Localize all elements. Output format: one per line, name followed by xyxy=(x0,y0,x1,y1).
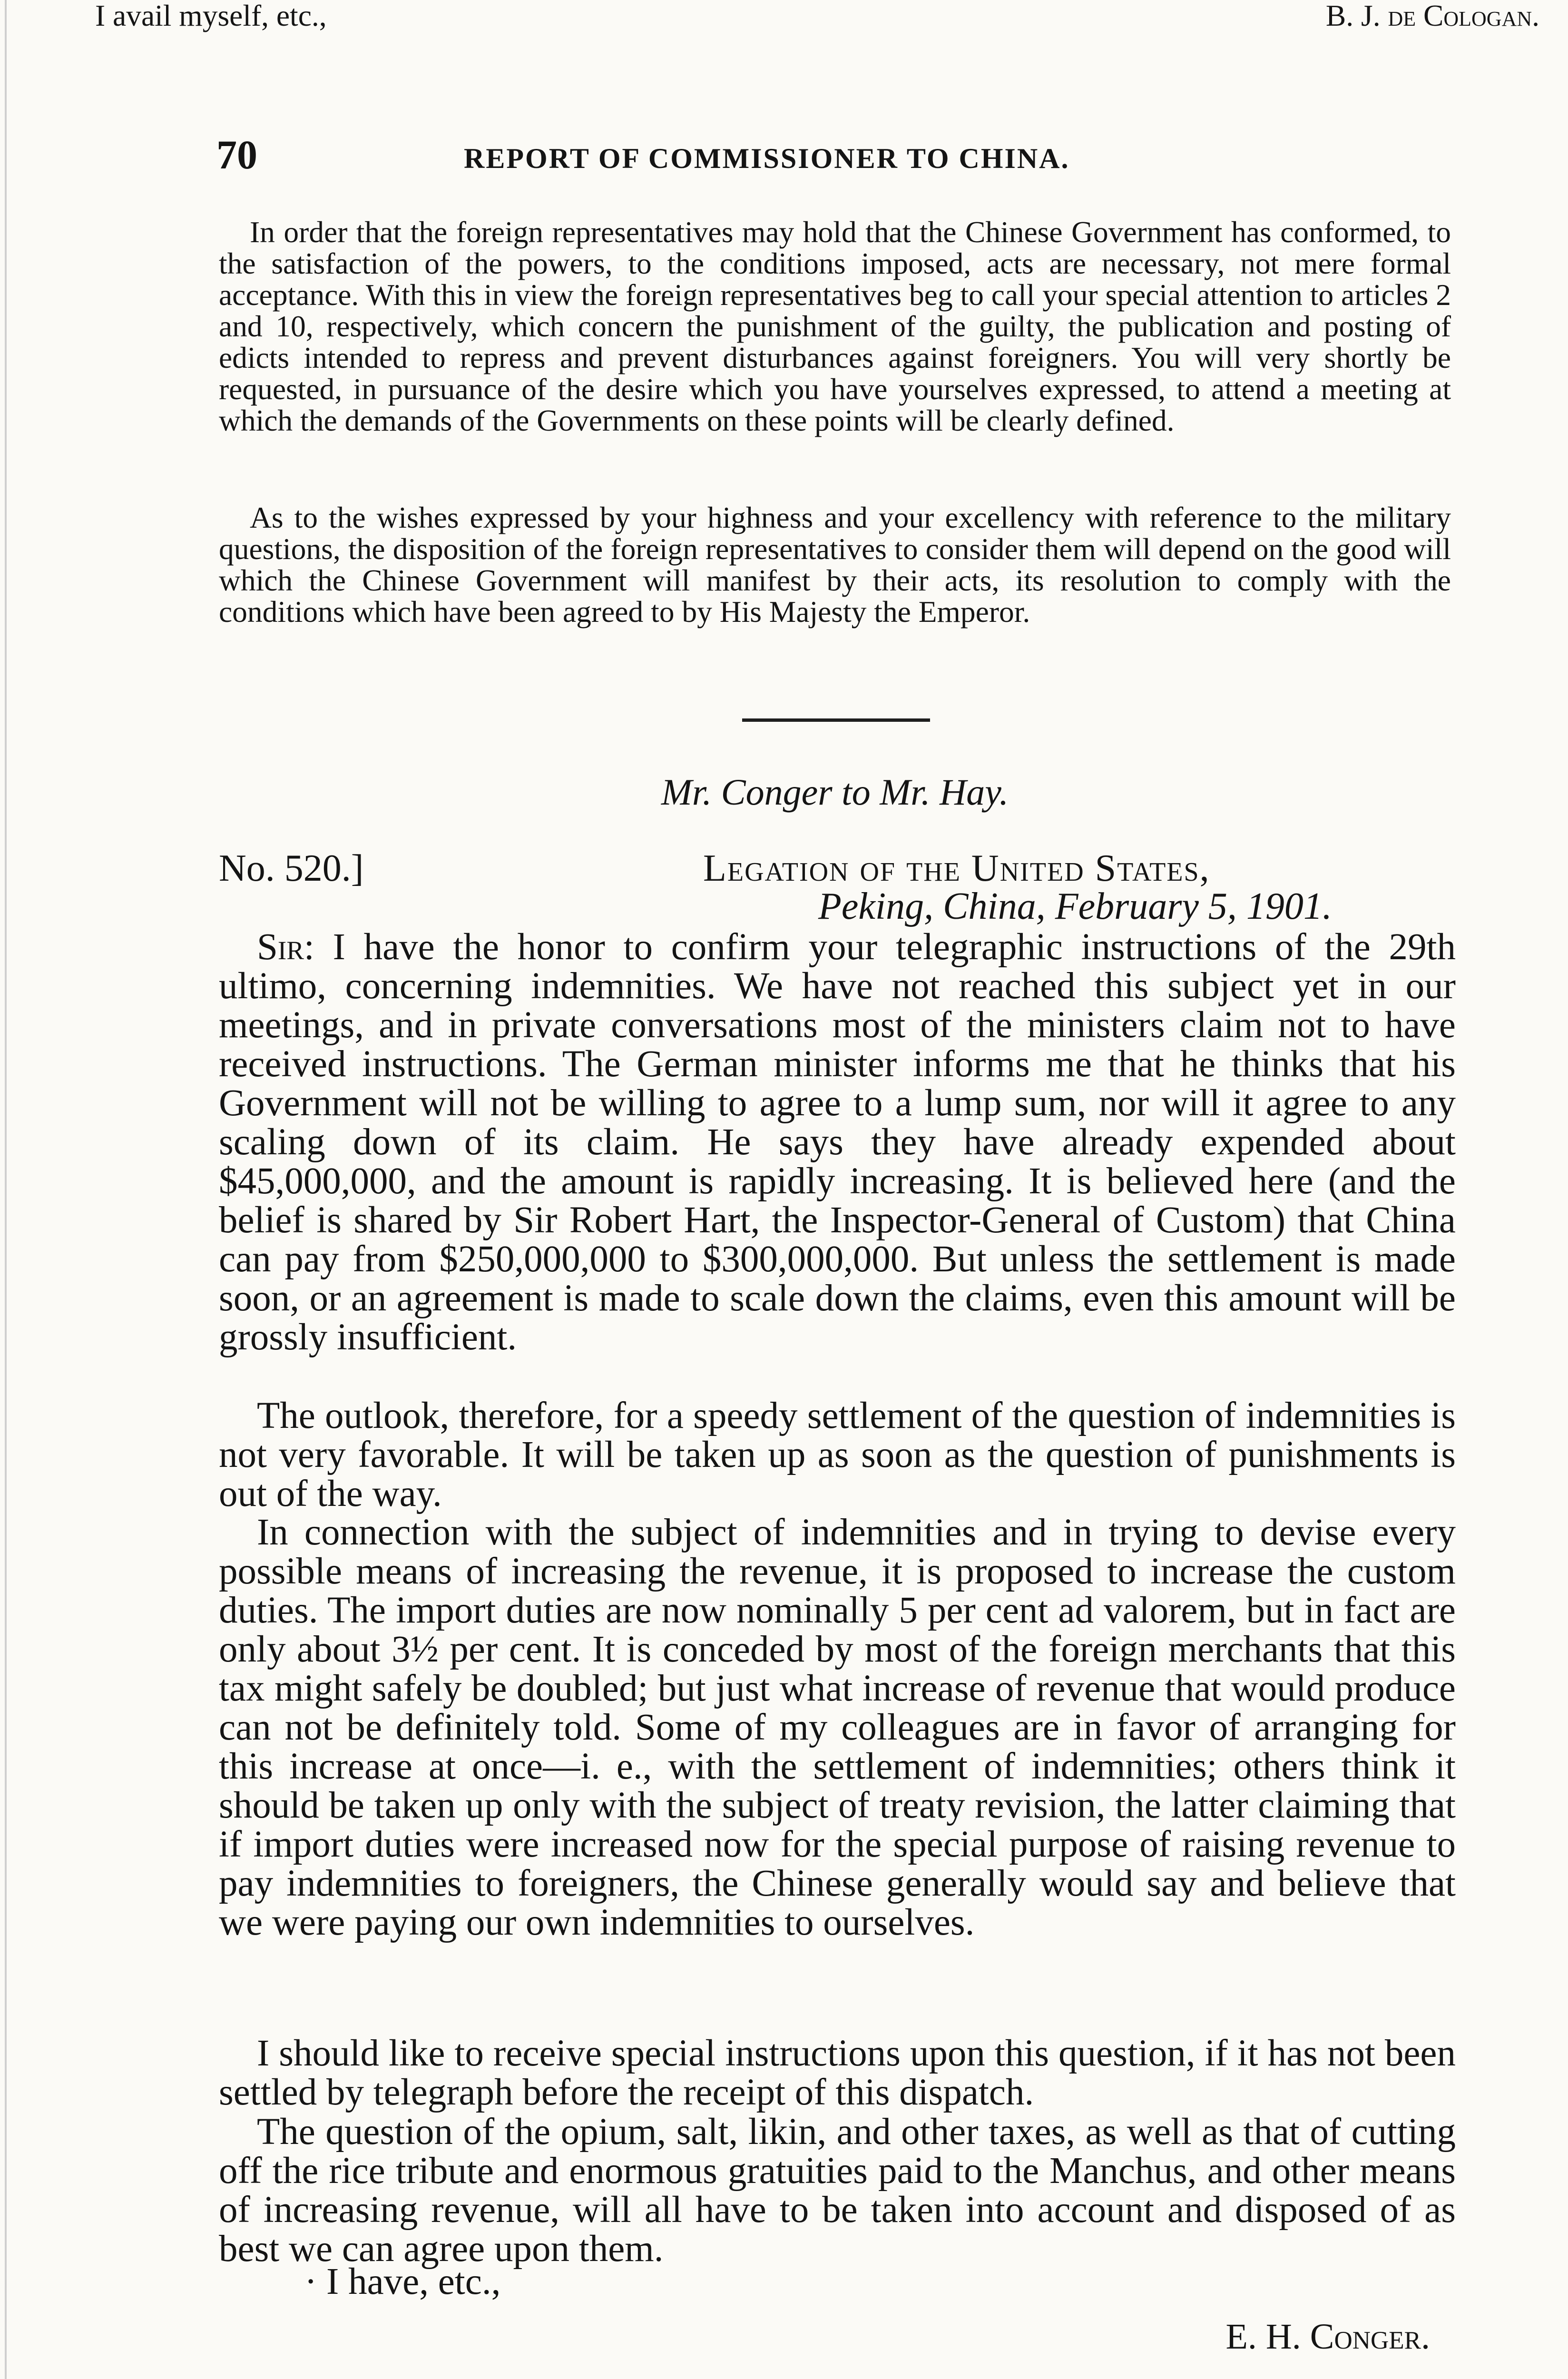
letter-paragraph: In connection with the subject of indemnities and in trying to devise every possible means of increasing the revenue, it is proposed to increase the custom duties. The import duties are now nominally 5 per cent ad valorem, but in fact are only about 3½ per cent. It is conceded by most of the foreign merchants that this tax might safely be doubled; but just what increase of revenue that would produce can not be definitely told. Some of my colleagues are in favor of arranging for this increase at once—i. e., with the settlement of indemnities; others think it should be taken up only with the subject of treaty revision, the latter claiming that if import duties were increased now for the special purpose of raising revenue to pay indemnities to foreigners, the Chinese generally would say and believe that we were paying our own indemnities to ourselves. xyxy=(219,1512,1456,1943)
scan-edge-line xyxy=(5,0,7,2379)
page-number: 70 xyxy=(216,132,257,177)
letter-title: Mr. Conger to Mr. Hay. xyxy=(661,771,1009,813)
previous-letter-paragraph: In order that the foreign representatives may hold that the Chinese Government has conformed, to the satisfaction of the powers, to the conditions imposed, acts are necessary, not mere formal acceptance. With this in view the foreign representatives beg to call your special attention to articles 2 and 10, respectively, which concern the punishment of the guilty, the publication and posting of edicts intended to repress and prevent disturbances against foreigners. You will very shortly be requested, in pursuance of the desire which you have yourselves expressed, to attend a meeting at which the demands of the Governments on these points will be clearly defined. xyxy=(219,215,1451,437)
letter-complimentary-close: · I have, etc., xyxy=(304,2261,501,2302)
previous-letter-complimentary-close: I avail myself, etc., xyxy=(95,0,327,32)
salutation: Sir: xyxy=(257,926,314,968)
previous-letter-closing xyxy=(0,0,1539,33)
letter-signature: E. H. Conger. xyxy=(1225,2317,1430,2357)
letter-paragraph: The question of the opium, salt, likin, and other taxes, as well as that of cutting off the rice tribute and enormous gratuities paid to the Manchus, and other means of increasing revenue, will all have to be taken into account and disposed of as best we can agree upon them. xyxy=(219,2111,1456,2270)
page-header xyxy=(216,131,1463,183)
running-head: REPORT OF COMMISSIONER TO CHINA. xyxy=(464,143,1070,174)
letter-paragraph: I should like to receive special instructions upon this question, if it has not been settled by telegraph before the receipt of this dispatch. xyxy=(219,2033,1456,2113)
letter-paragraph xyxy=(219,928,1456,1357)
dispatch-number: No. 520.] xyxy=(219,847,364,889)
section-divider xyxy=(742,718,930,722)
letter-paragraph-text: I have the honor to confirm your telegraphic instructions of the 29th ultimo, concerning indemnities. We have not reached this subject yet in our meetings, and in private conversations most of the ministers claim not to have received instructions. The German minister informs me that he thinks that his Government will not be willing to agree to a lump sum, nor will it agree to any scaling down of its claim. He says they have already expended about $45,000,000, and the amount is rapidly increasing. It is believed here (and the belief is shared by Sir Robert Hart, the Inspector-General of Custom) that China can pay from $250,000,000 to $300,000,000. But unless the settlement is made soon, or an agreement is made to scale down the claims, even this amount will be grossly insufficient. xyxy=(219,926,1456,1358)
letter-paragraph: The outlook, therefore, for a speedy settlement of the question of indemnities is not very favorable. It will be taken up as soon as the question of punishments is out of the way. xyxy=(219,1395,1456,1514)
previous-letter-signature: B. J. de Cologan. xyxy=(1325,0,1539,32)
legation-heading: Legation of the United States, xyxy=(703,847,1210,889)
previous-letter-paragraph: As to the wishes expressed by your highness and your excellency with reference to the military questions, the disposition of the foreign representatives to consider them will depend on the good will which the Chinese Government will manifest by their acts, its resolution to comply with the conditions which have been agreed to by His Majesty the Emperor. xyxy=(219,501,1451,629)
place-and-date: Peking, China, February 5, 1901. xyxy=(818,885,1332,927)
